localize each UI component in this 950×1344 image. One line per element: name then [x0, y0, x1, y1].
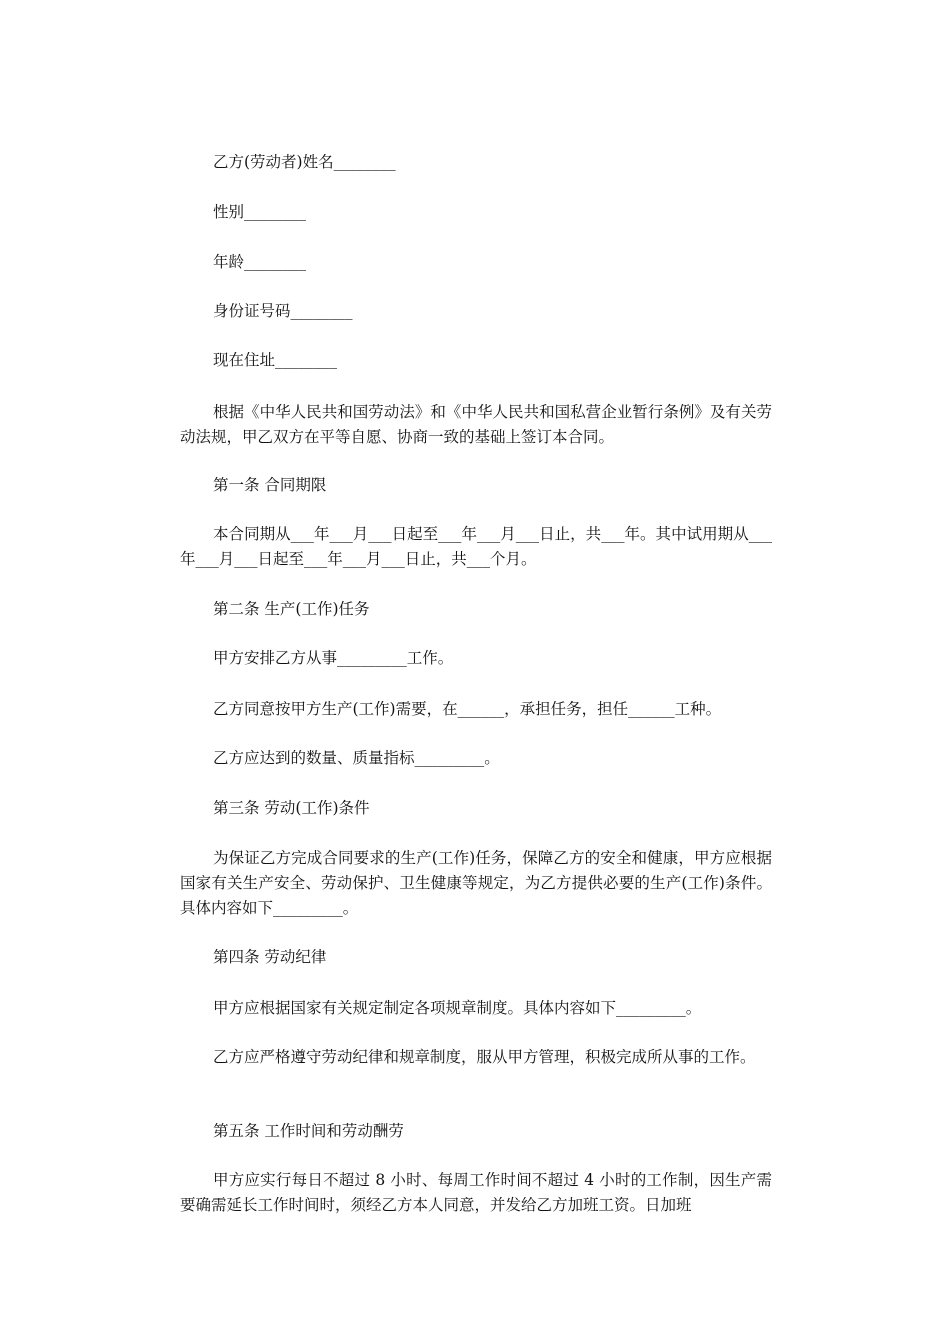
field-gender-line: 性别________: [213, 203, 307, 221]
preamble-paragraph: 根据《中华人民共和国劳动法》和《中华人民共和国私营企业暂行条例》及有关劳动法规，甲乙双方在平等自愿、协商一致的基础上签订本合同。: [180, 403, 772, 446]
article-2-body-2: 乙方同意按甲方生产(工作)需要，在______，承担任务，担任______工种。: [213, 700, 722, 718]
article-3-heading: 第三条 劳动(工作)条件: [213, 799, 370, 817]
article-4-body-1: 甲方应根据国家有关规定制定各项规章制度。具体内容如下_________。: [213, 999, 702, 1017]
field-age-line: 年龄________: [213, 253, 307, 271]
article-5-body: 甲方应实行每日不超过 8 小时、每周工作时间不超过 4 小时的工作制，因生产需要确需延长工作时间时，须经乙方本人同意，并发给乙方加班工资。日加班: [180, 1171, 772, 1214]
field-address-line: 现在住址________: [213, 351, 338, 369]
article-1-body: 本合同期从___年___月___日起至___年___月___日止，共___年。其中试用期从___年___月___日起至___年___月___日止，共___个月。: [180, 525, 772, 568]
field-id-number-line: 身份证号码________: [213, 302, 353, 320]
field-name-line: 乙方(劳动者)姓名________: [213, 153, 396, 171]
article-2-body-1: 甲方安排乙方从事_________工作。: [213, 649, 454, 667]
article-4-heading: 第四条 劳动纪律: [213, 948, 327, 966]
article-2-body-3: 乙方应达到的数量、质量指标_________。: [213, 749, 500, 767]
article-4-body-2: 乙方应严格遵守劳动纪律和规章制度，服从甲方管理，积极完成所从事的工作。: [213, 1048, 756, 1066]
article-5-heading: 第五条 工作时间和劳动酬劳: [213, 1122, 404, 1140]
article-3-body: 为保证乙方完成合同要求的生产(工作)任务，保障乙方的安全和健康，甲方应根据国家有关生产安全、劳动保护、卫生健康等规定，为乙方提供必要的生产(工作)条件。具体内容如下_________。: [180, 849, 772, 917]
article-1-heading: 第一条 合同期限: [213, 476, 327, 494]
article-2-heading: 第二条 生产(工作)任务: [213, 600, 370, 618]
